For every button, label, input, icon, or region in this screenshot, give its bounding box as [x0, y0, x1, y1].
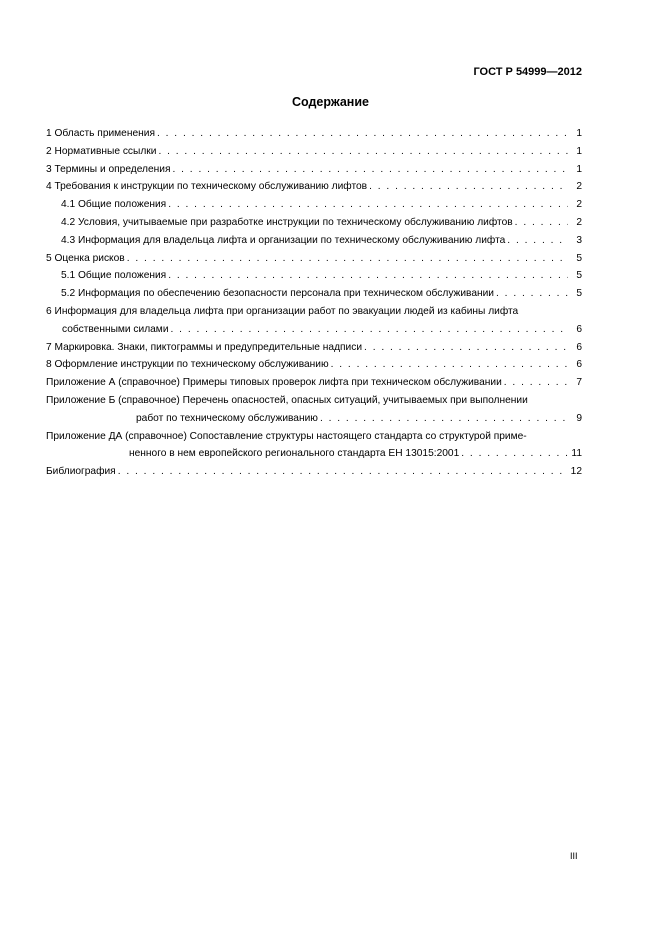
toc-title: Содержание [291, 95, 369, 109]
toc-entry-page: 2 [576, 181, 582, 193]
table-of-contents [46, 125, 582, 481]
toc-entry-page: 7 [576, 377, 582, 389]
toc-entry-page: 5 [576, 270, 582, 282]
toc-entry[interactable] [46, 463, 582, 481]
page-number: III [570, 851, 578, 861]
toc-entry-page: 5 [576, 288, 582, 300]
toc-entry-text: Приложение ДА (справочное) Сопоставление структуры настоящего стандарта со структурой приме- [46, 430, 527, 442]
toc-entry-page: 3 [576, 234, 582, 246]
toc-entry[interactable] [46, 285, 582, 303]
toc-entry[interactable] [46, 143, 582, 161]
toc-entry[interactable] [46, 196, 582, 214]
toc-entry[interactable] [46, 250, 582, 268]
toc-entry[interactable] [46, 214, 582, 232]
toc-entry-text-continued: собственными силами [62, 323, 169, 335]
toc-entry-text: Приложение Б (справочное) Перечень опасностей, опасных ситуаций, учитываемых при выполнении [46, 394, 528, 406]
toc-entry[interactable] [46, 428, 582, 464]
toc-entry[interactable] [46, 178, 582, 196]
toc-entry[interactable] [46, 232, 582, 250]
toc-entry-page: 6 [576, 323, 582, 335]
toc-entry-page: 12 [570, 466, 582, 478]
toc-entry-text: 4 Требования к инструкции по техническому обслуживанию лифтов [46, 181, 368, 193]
toc-entry[interactable] [46, 339, 582, 357]
toc-entry-text: 5.1 Общие положения [61, 270, 167, 282]
toc-entry-text: Приложение А (справочное) Примеры типовых проверок лифта при техническом обслуживании [46, 377, 502, 389]
toc-entry[interactable] [46, 267, 582, 285]
toc-entry-page: 1 [576, 163, 582, 175]
toc-entry-page: 2 [576, 199, 582, 211]
toc-entry[interactable] [46, 356, 582, 374]
toc-entry-page: 11 [571, 448, 582, 460]
toc-entry-page: 6 [576, 359, 582, 371]
toc-entry-page: 2 [576, 216, 582, 228]
toc-entry[interactable] [46, 161, 582, 179]
toc-entry-text: 5.2 Информация по обеспечению безопасности персонала при техническом обслуживании [61, 288, 495, 300]
document-code: ГОСТ Р 54999—2012 [473, 66, 582, 78]
toc-entry-text: 2 Нормативные ссылки [46, 145, 157, 157]
toc-entry-text-continued: работ по техническому обслуживанию [136, 412, 318, 424]
toc-entry[interactable] [46, 374, 582, 392]
toc-entry-text: 3 Термины и определения [46, 163, 171, 175]
toc-entry[interactable] [46, 125, 582, 143]
toc-entry-text: 8 Оформление инструкции по техническому обслуживанию [46, 359, 329, 371]
toc-entry[interactable] [46, 303, 582, 339]
toc-entry-text: 6 Информация для владельца лифта при организации работ по эвакуации людей из кабины лифта [46, 305, 519, 317]
toc-entry-page: 9 [576, 412, 582, 424]
toc-entry-text-continued: ненного в нем европейского регионального стандарта ЕН 13015:2001 [129, 448, 460, 460]
toc-entry-page: 6 [576, 341, 582, 353]
toc-entry-text: 7 Маркировка. Знаки, пиктограммы и предупредительные надписи [46, 341, 363, 353]
toc-entry-text: 4.3 Информация для владельца лифта и организации по техническому обслуживанию лифта [61, 234, 506, 246]
toc-entry-text: 4.2 Условия, учитываемые при разработке инструкции по техническому обслуживанию лифтов [61, 216, 513, 228]
toc-entry-text: 4.1 Общие положения [61, 199, 167, 211]
toc-entry-text: 1 Область применения [46, 128, 155, 139]
toc-entry-text: 5 Оценка рисков [46, 252, 125, 264]
toc-entry-page: 5 [576, 252, 582, 264]
toc-entry[interactable] [46, 392, 582, 428]
toc-entry-text: Библиография [46, 466, 116, 478]
toc-entry-page: 1 [576, 145, 582, 157]
toc-entry-page: 1 [576, 128, 582, 139]
